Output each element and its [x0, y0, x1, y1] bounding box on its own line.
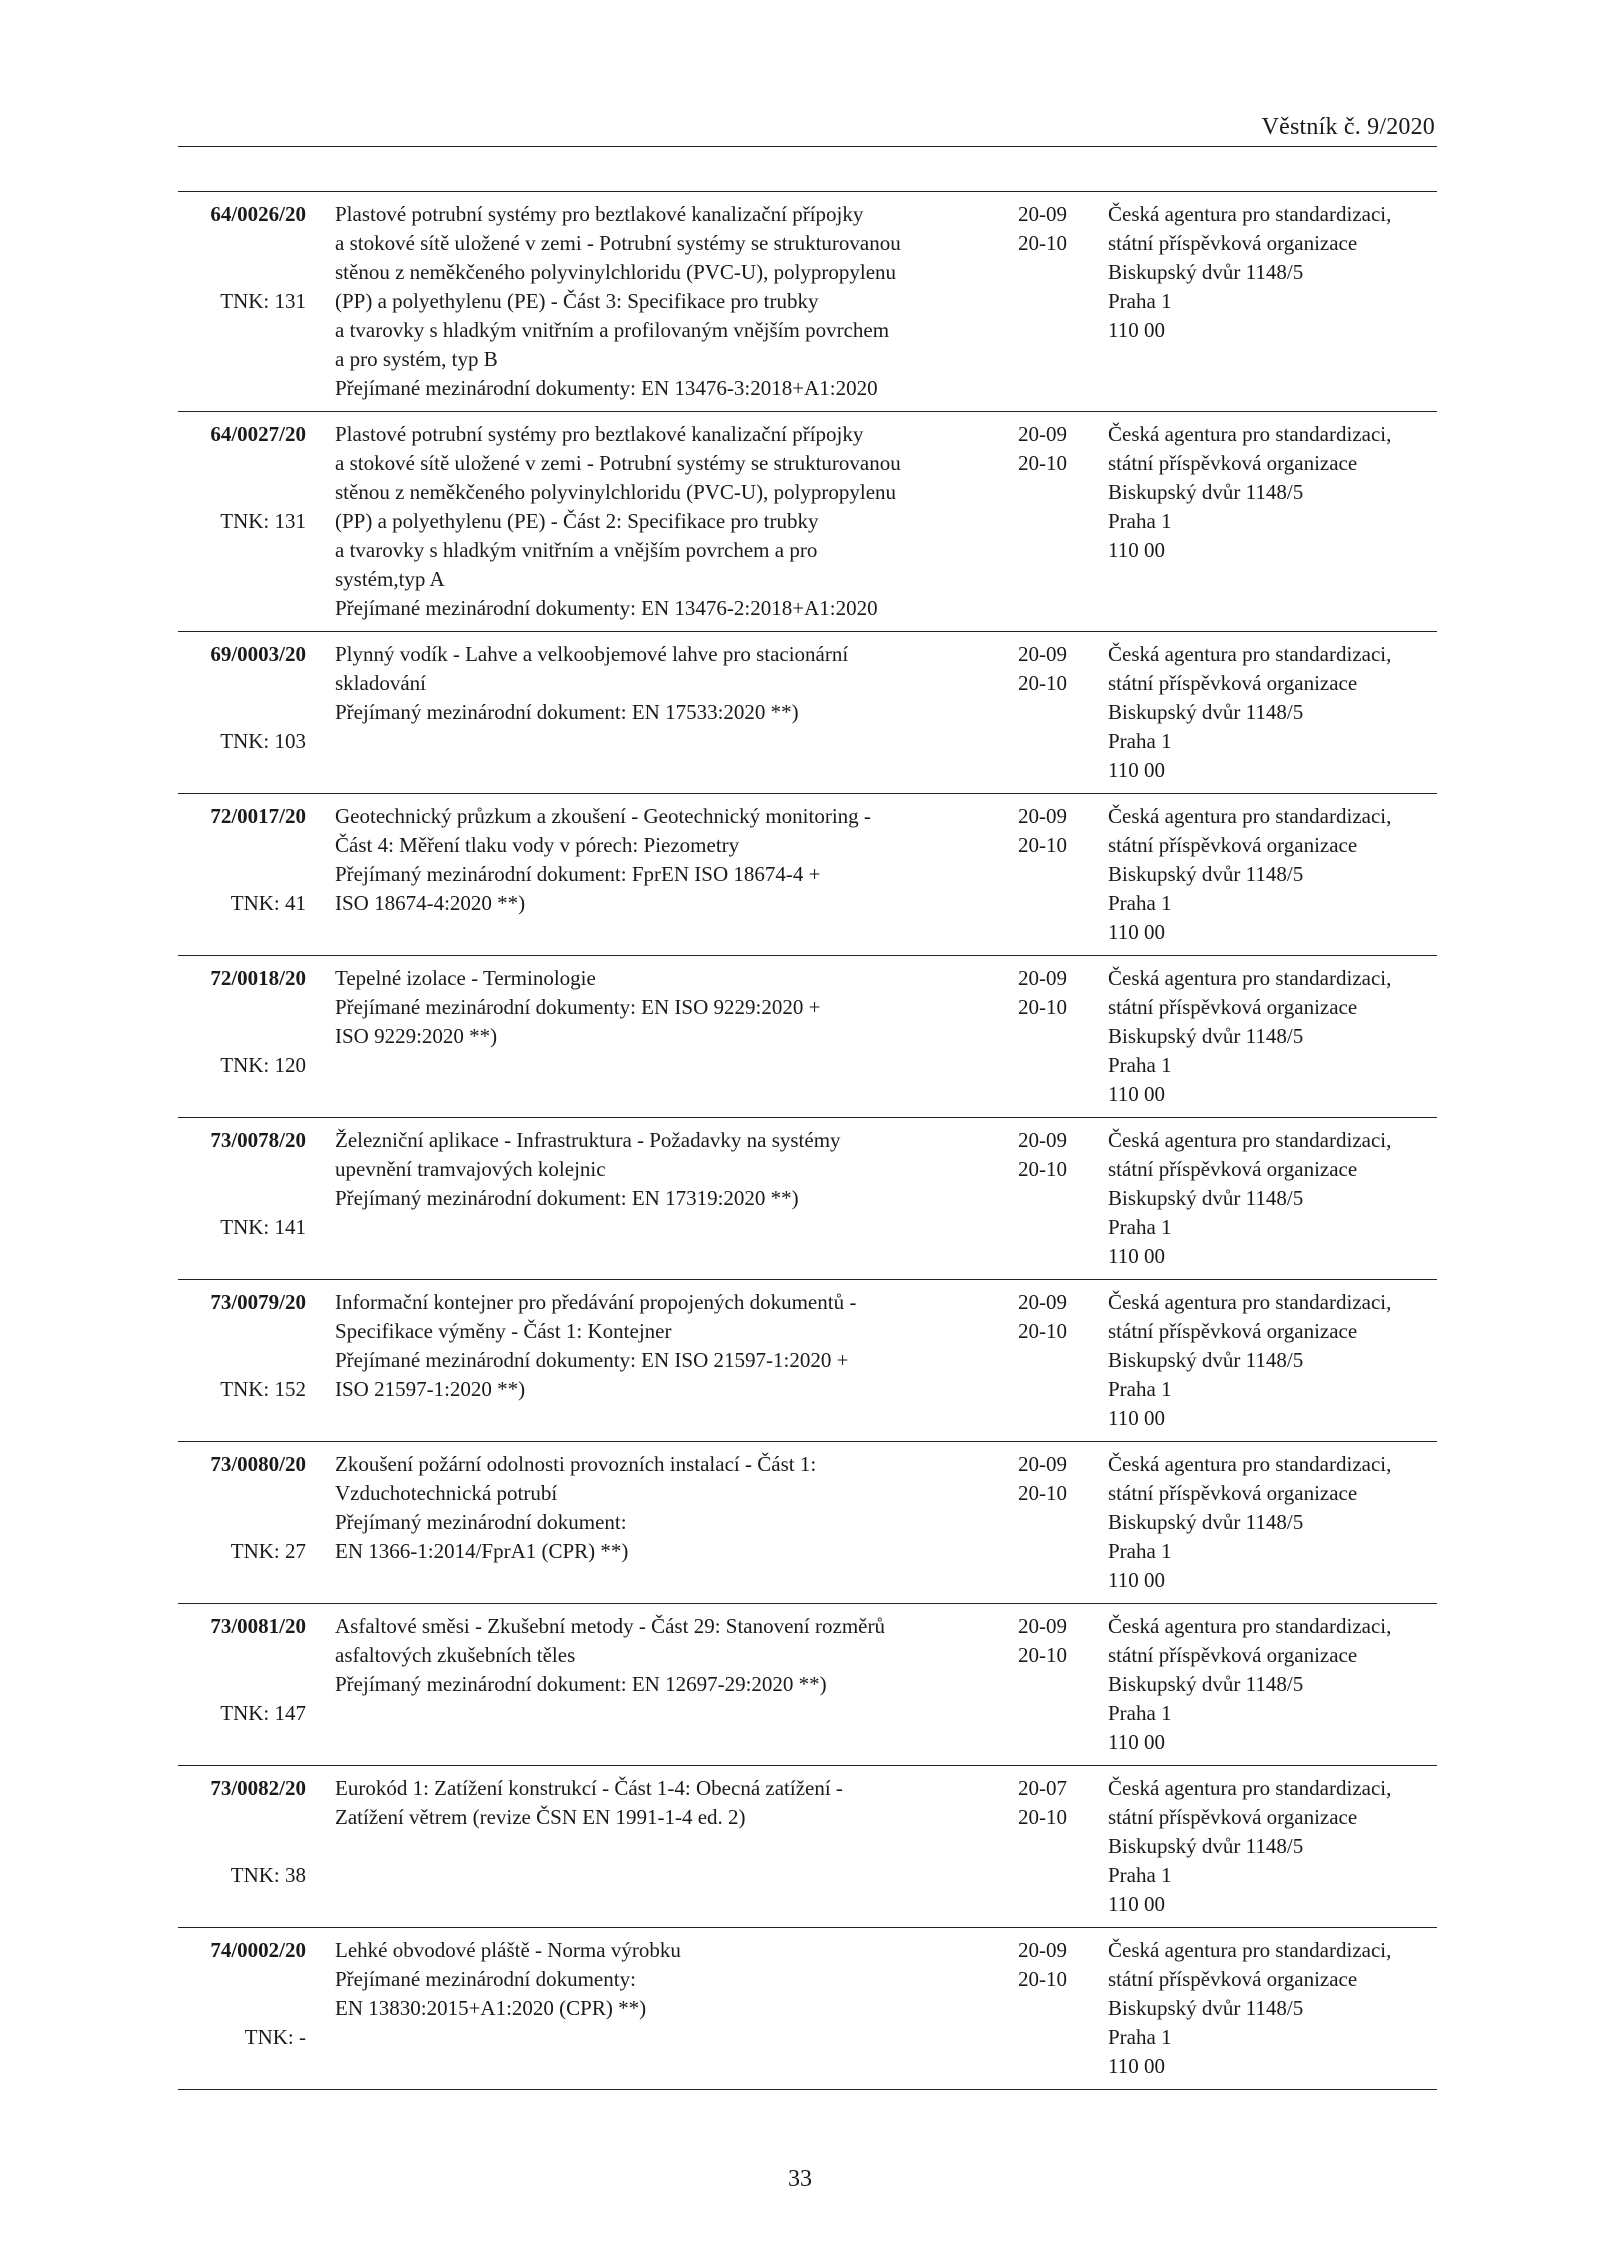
organization-line: Biskupský dvůr 1148/5 [1108, 1024, 1304, 1048]
entry-title-line: Plastové potrubní systémy pro beztlakové kanalizační přípojky [335, 202, 864, 226]
entry-title-line: ISO 18674-4:2020 **) [335, 891, 526, 915]
entry-title-line: Specifikace výměny - Část 1: Kontejner [335, 1319, 672, 1343]
organization-line: státní příspěvková organizace [1108, 671, 1358, 695]
entry-code: 73/0082/20 [210, 1776, 306, 1800]
standard-entry [178, 632, 1437, 794]
entry-date: 20-09 [1018, 1938, 1067, 1962]
entry-date: 20-09 [1018, 1614, 1067, 1638]
organization-line: Česká agentura pro standardizaci, [1108, 1776, 1392, 1800]
standards-list [178, 191, 1437, 2090]
entry-date: 20-10 [1018, 1481, 1067, 1505]
entry-dates [1018, 420, 1098, 478]
organization-line: Biskupský dvůr 1148/5 [1108, 862, 1304, 886]
organization-line: Česká agentura pro standardizaci, [1108, 422, 1392, 446]
entry-code: 72/0018/20 [210, 966, 306, 990]
entry-tnk: TNK: 141 [220, 1215, 306, 1239]
entry-title-line: Zatížení větrem (revize ČSN EN 1991-1-4 ed. 2) [335, 1805, 746, 1829]
entry-code: 73/0081/20 [210, 1614, 306, 1638]
organization-line: státní příspěvková organizace [1108, 231, 1358, 255]
entry-title-line: (PP) a polyethylenu (PE) - Část 3: Specifikace pro trubky [335, 289, 819, 313]
entry-id-column [178, 1936, 306, 2049]
entry-code: 73/0078/20 [210, 1128, 306, 1152]
standard-entry [178, 956, 1437, 1118]
entry-date: 20-10 [1018, 231, 1067, 255]
entry-id-column [178, 1288, 306, 1401]
organization-line: státní příspěvková organizace [1108, 995, 1358, 1019]
page-header [178, 108, 1437, 147]
entry-title-line: Přejímaný mezinárodní dokument: [335, 1510, 627, 1534]
organization-line: 110 00 [1108, 920, 1165, 944]
entry-title-line: Část 4: Měření tlaku vody v pórech: Piezometry [335, 833, 740, 857]
entry-date: 20-10 [1018, 1319, 1067, 1343]
entry-title-line: Zkoušení požární odolnosti provozních instalací - Část 1: [335, 1452, 817, 1476]
entry-id-column [178, 200, 306, 313]
entry-date: 20-10 [1018, 1805, 1067, 1829]
entry-title-line: Přejímané mezinárodní dokumenty: [335, 1967, 636, 1991]
entry-organization [1108, 420, 1443, 565]
entry-code: 72/0017/20 [210, 804, 306, 828]
entry-organization [1108, 200, 1443, 345]
entry-title-line: (PP) a polyethylenu (PE) - Část 2: Specifikace pro trubky [335, 509, 819, 533]
entry-title-line: Přejímané mezinárodní dokumenty: EN ISO 21597-1:2020 + [335, 1348, 849, 1372]
entry-code: 74/0002/20 [210, 1938, 306, 1962]
entry-date: 20-10 [1018, 995, 1067, 1019]
organization-line: 110 00 [1108, 318, 1165, 342]
entry-title-line: a tvarovky s hladkým vnitřním a vnějším povrchem a pro [335, 538, 818, 562]
entry-tnk: TNK: 147 [220, 1701, 306, 1725]
entry-title-line: Geotechnický průzkum a zkoušení - Geotechnický monitoring - [335, 804, 871, 828]
standard-entry [178, 1604, 1437, 1766]
organization-line: Česká agentura pro standardizaci, [1108, 642, 1392, 666]
standard-entry [178, 192, 1437, 412]
journal-title: Věstník č. 9/2020 [1261, 114, 1435, 140]
organization-line: státní příspěvková organizace [1108, 1157, 1358, 1181]
organization-line: 110 00 [1108, 538, 1165, 562]
entry-dates [1018, 200, 1098, 258]
organization-line: Česká agentura pro standardizaci, [1108, 1452, 1392, 1476]
standard-entry [178, 412, 1437, 632]
organization-line: Biskupský dvůr 1148/5 [1108, 1510, 1304, 1534]
entry-tnk: TNK: 131 [220, 509, 306, 533]
entry-dates [1018, 1288, 1098, 1346]
entry-title-line: EN 13830:2015+A1:2020 (CPR) **) [335, 1996, 647, 2020]
organization-line: Praha 1 [1108, 729, 1172, 753]
entry-title-line: Vzduchotechnická potrubí [335, 1481, 558, 1505]
organization-line: Praha 1 [1108, 1701, 1172, 1725]
entry-date: 20-07 [1018, 1776, 1067, 1800]
entry-date: 20-09 [1018, 1128, 1067, 1152]
entry-code: 73/0079/20 [210, 1290, 306, 1314]
organization-line: Biskupský dvůr 1148/5 [1108, 1996, 1304, 2020]
organization-line: 110 00 [1108, 758, 1165, 782]
organization-line: Praha 1 [1108, 2025, 1172, 2049]
entry-title-line: Plynný vodík - Lahve a velkoobjemové lahve pro stacionární [335, 642, 849, 666]
entry-title-line: Přejímané mezinárodní dokumenty: EN 13476-3:2018+A1:2020 [335, 376, 878, 400]
entry-organization [1108, 964, 1443, 1109]
entry-title-line: Přejímané mezinárodní dokumenty: EN ISO 9229:2020 + [335, 995, 821, 1019]
organization-line: Biskupský dvůr 1148/5 [1108, 1834, 1304, 1858]
organization-line: Biskupský dvůr 1148/5 [1108, 480, 1304, 504]
entry-title-line: Přejímaný mezinárodní dokument: EN 17319:2020 **) [335, 1186, 799, 1210]
entry-organization [1108, 1450, 1443, 1595]
entry-id-column [178, 964, 306, 1077]
entry-tnk: TNK: 120 [220, 1053, 306, 1077]
entry-title-line: a stokové sítě uložené v zemi - Potrubní systémy se strukturovanou [335, 231, 901, 255]
entry-tnk: TNK: 38 [230, 1863, 306, 1887]
entry-id-column [178, 1450, 306, 1563]
entry-code: 69/0003/20 [210, 642, 306, 666]
entry-date: 20-09 [1018, 966, 1067, 990]
entry-title-line: Železniční aplikace - Infrastruktura - Požadavky na systémy [335, 1128, 841, 1152]
entry-title-line: systém,typ A [335, 567, 445, 591]
entry-tnk: TNK: 27 [230, 1539, 306, 1563]
organization-line: státní příspěvková organizace [1108, 1805, 1358, 1829]
organization-line: Biskupský dvůr 1148/5 [1108, 1186, 1304, 1210]
organization-line: Praha 1 [1108, 1539, 1172, 1563]
organization-line: Česká agentura pro standardizaci, [1108, 1614, 1392, 1638]
entry-id-column [178, 420, 306, 533]
organization-line: 110 00 [1108, 2054, 1165, 2078]
standard-entry [178, 794, 1437, 956]
organization-line: Praha 1 [1108, 289, 1172, 313]
entry-title-line: ISO 9229:2020 **) [335, 1024, 498, 1048]
entry-id-column [178, 1126, 306, 1239]
entry-title-line: Plastové potrubní systémy pro beztlakové kanalizační přípojky [335, 422, 864, 446]
entry-dates [1018, 1936, 1098, 1994]
entry-title-line: Tepelné izolace - Terminologie [335, 966, 596, 990]
standard-entry [178, 1928, 1437, 2090]
organization-line: 110 00 [1108, 1082, 1165, 1106]
entry-title-line: ISO 21597-1:2020 **) [335, 1377, 526, 1401]
entry-date: 20-10 [1018, 451, 1067, 475]
standard-entry [178, 1766, 1437, 1928]
entry-dates [1018, 964, 1098, 1022]
entry-tnk: TNK: - [244, 2025, 306, 2049]
organization-line: 110 00 [1108, 1406, 1165, 1430]
organization-line: 110 00 [1108, 1244, 1165, 1268]
entry-code: 73/0080/20 [210, 1452, 306, 1476]
organization-line: státní příspěvková organizace [1108, 1319, 1358, 1343]
organization-line: Praha 1 [1108, 891, 1172, 915]
entry-date: 20-10 [1018, 1157, 1067, 1181]
organization-line: 110 00 [1108, 1730, 1165, 1754]
entry-title-line: Přejímané mezinárodní dokumenty: EN 13476-2:2018+A1:2020 [335, 596, 878, 620]
entry-dates [1018, 640, 1098, 698]
entry-organization [1108, 1612, 1443, 1757]
organization-line: Biskupský dvůr 1148/5 [1108, 1672, 1304, 1696]
entry-organization [1108, 1774, 1443, 1919]
entry-organization [1108, 1126, 1443, 1271]
entry-title-line: skladování [335, 671, 426, 695]
entry-title-line: Lehké obvodové pláště - Norma výrobku [335, 1938, 681, 1962]
entry-date: 20-09 [1018, 1452, 1067, 1476]
entry-organization [1108, 1288, 1443, 1433]
entry-title-line: Přejímaný mezinárodní dokument: EN 17533:2020 **) [335, 700, 799, 724]
entry-id-column [178, 802, 306, 915]
entry-title-line: asfaltových zkušebních těles [335, 1643, 576, 1667]
entry-tnk: TNK: 131 [220, 289, 306, 313]
organization-line: Praha 1 [1108, 1053, 1172, 1077]
entry-date: 20-09 [1018, 202, 1067, 226]
entry-dates [1018, 1774, 1098, 1832]
entry-date: 20-10 [1018, 1643, 1067, 1667]
organization-line: státní příspěvková organizace [1108, 451, 1358, 475]
organization-line: 110 00 [1108, 1568, 1165, 1592]
organization-line: Praha 1 [1108, 509, 1172, 533]
organization-line: Česká agentura pro standardizaci, [1108, 1938, 1392, 1962]
organization-line: státní příspěvková organizace [1108, 1967, 1358, 1991]
entry-title-line: Asfaltové směsi - Zkušební metody - Část 29: Stanovení rozměrů [335, 1614, 885, 1638]
entry-title-line: stěnou z neměkčeného polyvinylchloridu (PVC-U), polypropylenu [335, 480, 897, 504]
entry-id-column [178, 1612, 306, 1725]
organization-line: Česká agentura pro standardizaci, [1108, 804, 1392, 828]
organization-line: státní příspěvková organizace [1108, 833, 1358, 857]
entry-dates [1018, 1612, 1098, 1670]
entry-organization [1108, 802, 1443, 947]
organization-line: Praha 1 [1108, 1863, 1172, 1887]
entry-title-line: EN 1366-1:2014/FprA1 (CPR) **) [335, 1539, 629, 1563]
page-number: 33 [788, 2166, 812, 2192]
organization-line: Česká agentura pro standardizaci, [1108, 202, 1392, 226]
entry-title-line: a stokové sítě uložené v zemi - Potrubní systémy se strukturovanou [335, 451, 901, 475]
organization-line: Česká agentura pro standardizaci, [1108, 1290, 1392, 1314]
entry-organization [1108, 1936, 1443, 2081]
organization-line: Praha 1 [1108, 1215, 1172, 1239]
standard-entry [178, 1280, 1437, 1442]
entry-id-column [178, 640, 306, 753]
standard-entry [178, 1442, 1437, 1604]
entry-date: 20-10 [1018, 671, 1067, 695]
organization-line: státní příspěvková organizace [1108, 1481, 1358, 1505]
entry-title-line: upevnění tramvajových kolejnic [335, 1157, 606, 1181]
entry-organization [1108, 640, 1443, 785]
entry-dates [1018, 802, 1098, 860]
organization-line: Česká agentura pro standardizaci, [1108, 1128, 1392, 1152]
entry-date: 20-10 [1018, 1967, 1067, 1991]
organization-line: Biskupský dvůr 1148/5 [1108, 1348, 1304, 1372]
entry-id-column [178, 1774, 306, 1887]
organization-line: 110 00 [1108, 1892, 1165, 1916]
entry-date: 20-10 [1018, 833, 1067, 857]
organization-line: Biskupský dvůr 1148/5 [1108, 260, 1304, 284]
standard-entry [178, 1118, 1437, 1280]
entry-title-line: Přejímaný mezinárodní dokument: FprEN ISO 18674-4 + [335, 862, 821, 886]
entry-date: 20-09 [1018, 804, 1067, 828]
entry-tnk: TNK: 103 [220, 729, 306, 753]
organization-line: Česká agentura pro standardizaci, [1108, 966, 1392, 990]
entry-date: 20-09 [1018, 642, 1067, 666]
organization-line: Praha 1 [1108, 1377, 1172, 1401]
entry-dates [1018, 1450, 1098, 1508]
entry-date: 20-09 [1018, 422, 1067, 446]
entry-tnk: TNK: 152 [220, 1377, 306, 1401]
entry-tnk: TNK: 41 [230, 891, 306, 915]
entry-code: 64/0027/20 [210, 422, 306, 446]
entry-title-line: Eurokód 1: Zatížení konstrukcí - Část 1-4: Obecná zatížení - [335, 1776, 843, 1800]
entry-date: 20-09 [1018, 1290, 1067, 1314]
organization-line: Biskupský dvůr 1148/5 [1108, 700, 1304, 724]
entry-code: 64/0026/20 [210, 202, 306, 226]
entry-title-line: Informační kontejner pro předávání propojených dokumentů - [335, 1290, 857, 1314]
entry-dates [1018, 1126, 1098, 1184]
entry-title-line: a pro systém, typ B [335, 347, 498, 371]
entry-title-line: a tvarovky s hladkým vnitřním a profilovaným vnějším povrchem [335, 318, 890, 342]
entry-title-line: Přejímaný mezinárodní dokument: EN 12697-29:2020 **) [335, 1672, 827, 1696]
entry-title-line: stěnou z neměkčeného polyvinylchloridu (PVC-U), polypropylenu [335, 260, 897, 284]
organization-line: státní příspěvková organizace [1108, 1643, 1358, 1667]
